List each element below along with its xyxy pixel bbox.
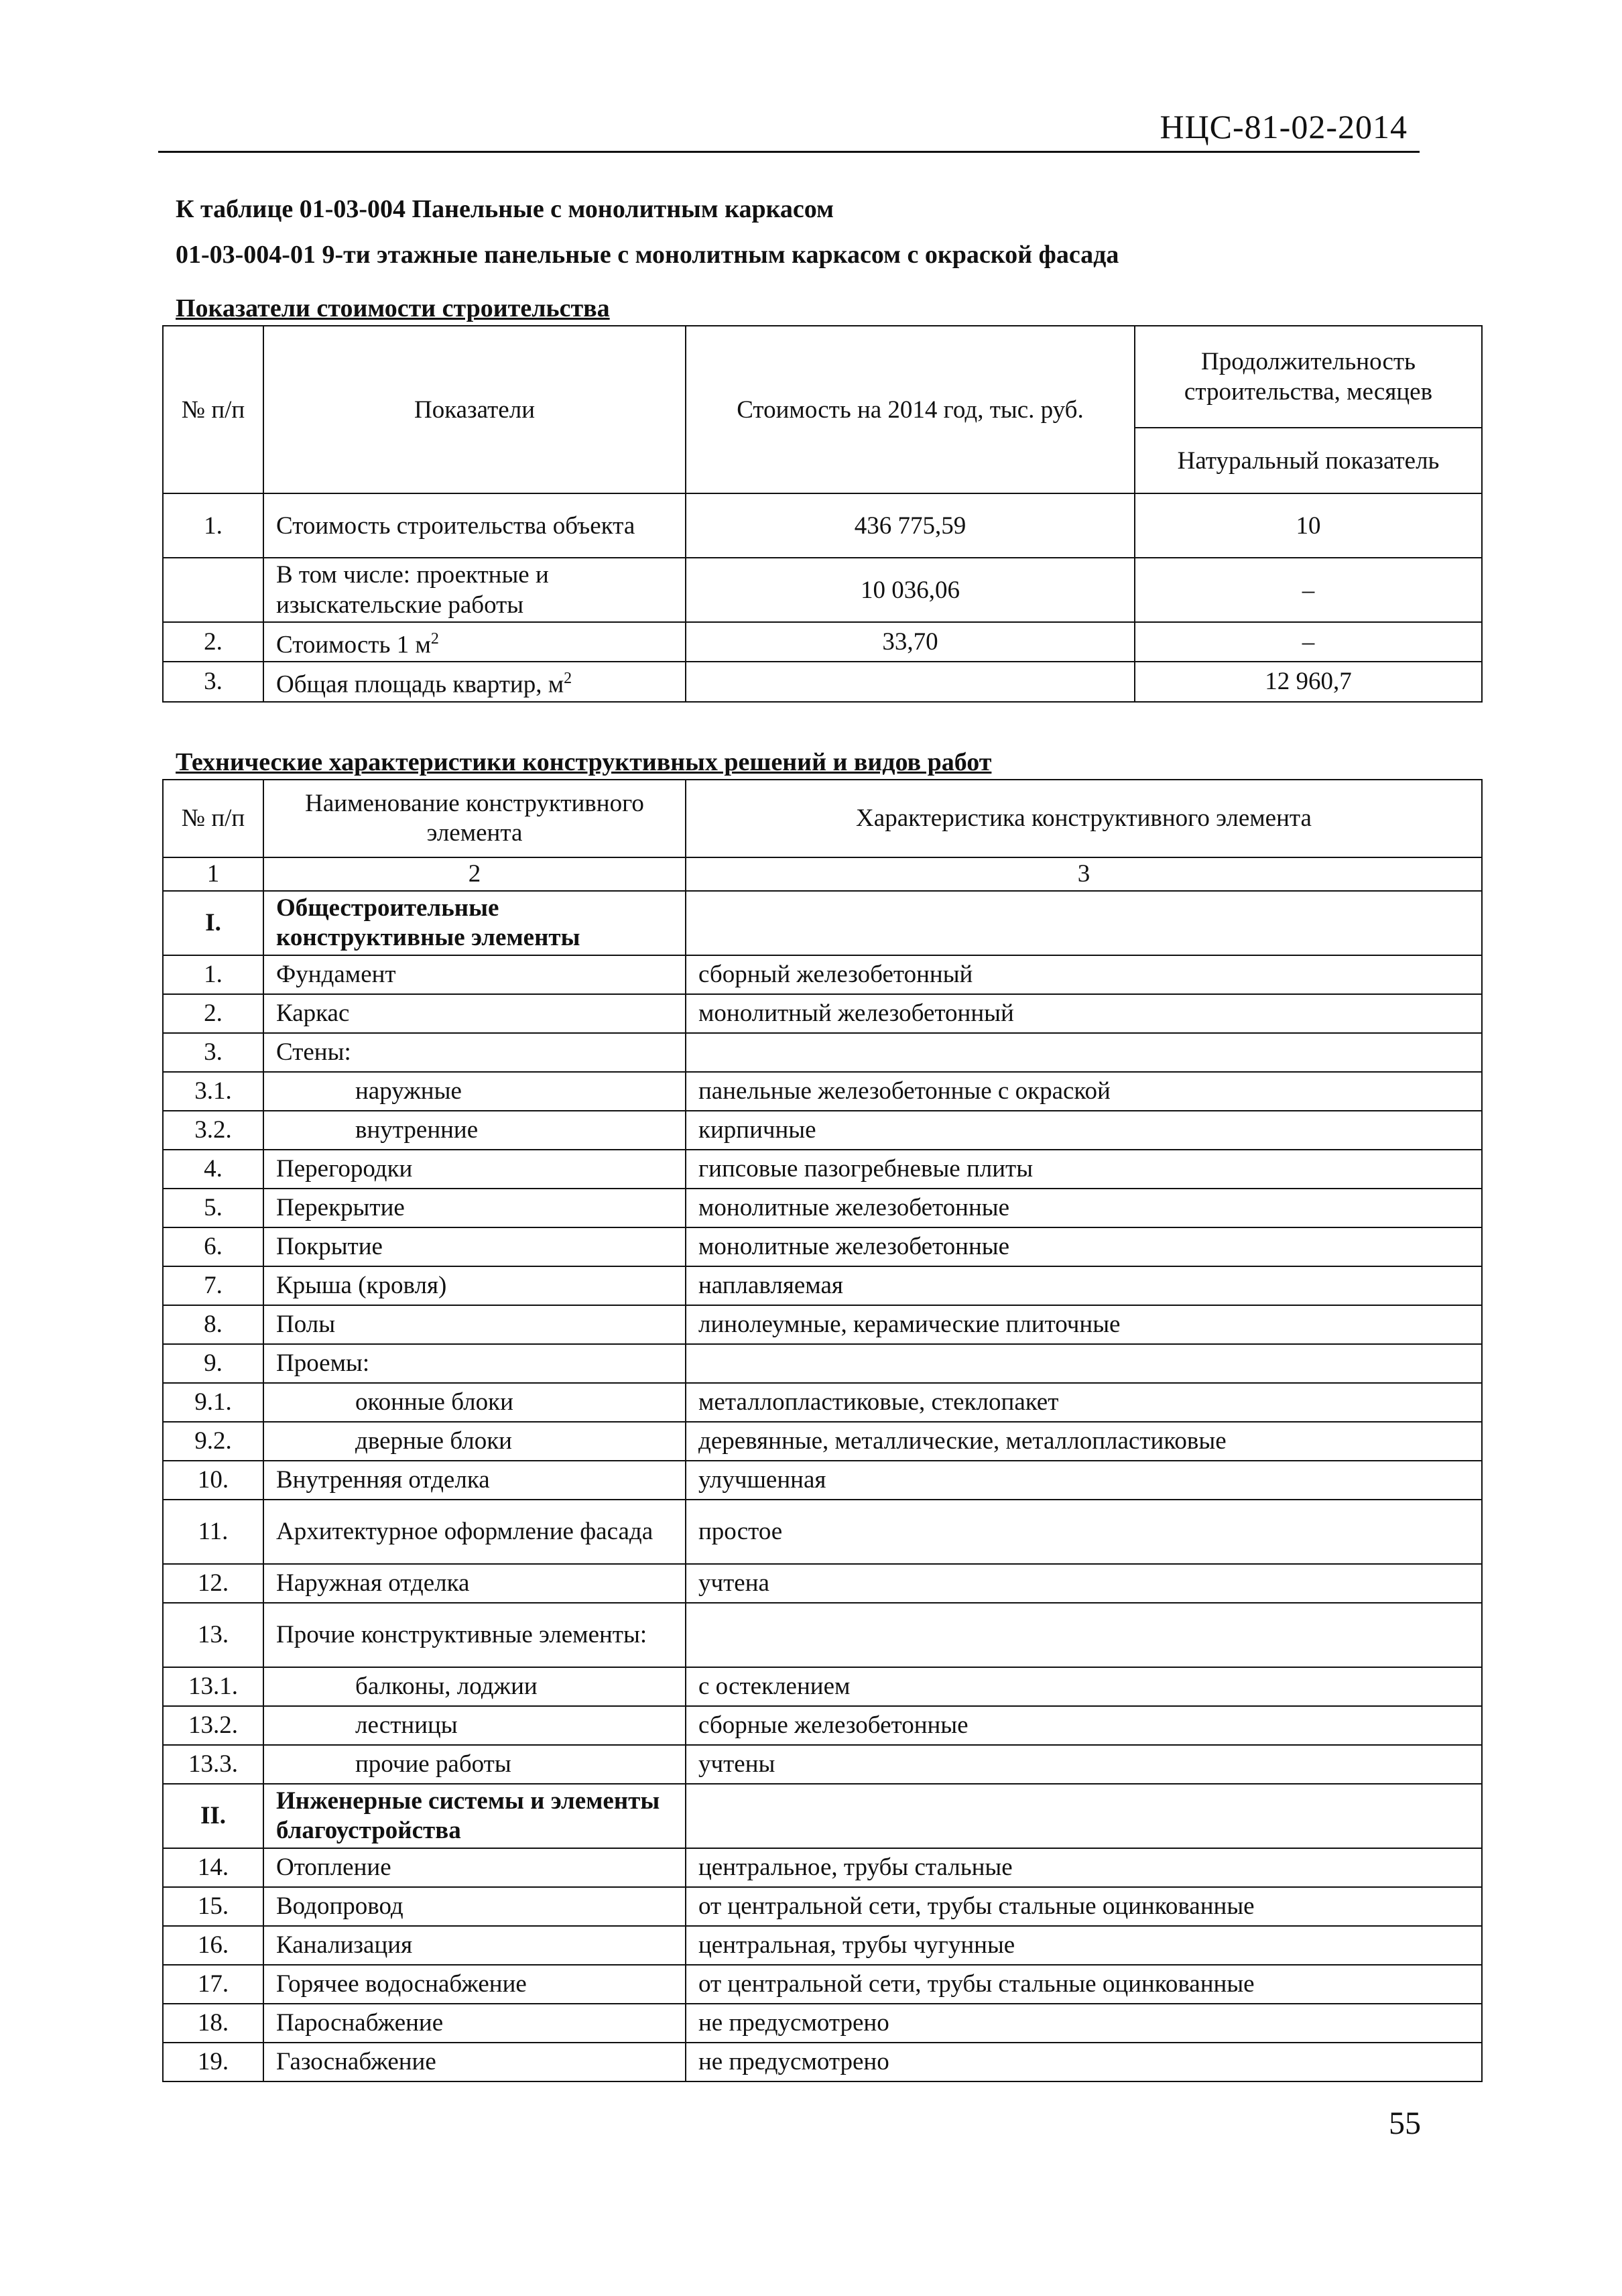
row-characteristic: центральная, трубы чугунные [686, 1926, 1482, 1965]
row-characteristic: металлопластиковые, стеклопакет [686, 1383, 1482, 1422]
cost-row-cost: 436 775,59 [686, 493, 1135, 558]
cost-row-num: 1. [163, 493, 263, 558]
row-element-name: Фундамент [263, 955, 686, 994]
table-row [163, 1383, 1482, 1422]
column-number: 1 [163, 857, 263, 891]
tech-characteristics-table [162, 779, 1483, 2082]
row-element-name: Канализация [263, 1926, 686, 1965]
header-name: Наименование конструктивного элемента [263, 780, 686, 857]
row-characteristic: от центральной сети, трубы стальные оцинкованные [686, 1965, 1482, 2004]
column-number: 2 [263, 857, 686, 891]
row-num: 17. [163, 1965, 263, 2004]
header-num: № п/п [163, 780, 263, 857]
row-element-name: Проемы: [263, 1344, 686, 1383]
cost-row-cost: 33,70 [686, 622, 1135, 662]
row-num: 13.3. [163, 1745, 263, 1784]
row-characteristic: не предусмотрено [686, 2043, 1482, 2081]
cost-row-indicator: Стоимость строительства объекта [263, 493, 686, 558]
table-row [163, 1887, 1482, 1926]
table-row [163, 1706, 1482, 1745]
row-element-name: Инженерные системы и элементы благоустройства [263, 1784, 686, 1848]
header-num: № п/п [163, 326, 263, 493]
cost-row-value: – [1135, 558, 1482, 622]
row-num: 12. [163, 1564, 263, 1603]
row-element-name: Газоснабжение [263, 2043, 686, 2081]
row-element-name: Общестроительные конструктивные элементы [263, 891, 686, 955]
cost-row-indicator: В том числе: проектные и изыскательские работы [263, 558, 686, 622]
table-reference-title: К таблице 01-03-004 Панельные с монолитным каркасом [176, 195, 834, 223]
table-subtitle: 01-03-004-01 9-ти этажные панельные с монолитным каркасом с окраской фасада [176, 241, 1119, 269]
header-natural: Натуральный показатель [1135, 428, 1482, 493]
row-element-name: Наружная отделка [263, 1564, 686, 1603]
row-element-name: Каркас [263, 994, 686, 1033]
table-row [163, 891, 1482, 955]
row-num: 11. [163, 1500, 263, 1564]
row-element-name: Отопление [263, 1848, 686, 1887]
header-characteristic: Характеристика конструктивного элемента [686, 780, 1482, 857]
table-row [163, 1227, 1482, 1266]
row-characteristic: с остеклением [686, 1667, 1482, 1706]
indicator-text: Стоимость 1 м [276, 631, 431, 659]
row-element-name: Пароснабжение [263, 2004, 686, 2043]
header-duration: Продолжительность строительства, месяцев [1135, 326, 1482, 428]
cost-row-value: – [1135, 622, 1482, 662]
row-num: 8. [163, 1305, 263, 1344]
row-num: 6. [163, 1227, 263, 1266]
row-element-name: Крыша (кровля) [263, 1266, 686, 1305]
row-characteristic [686, 891, 1482, 955]
row-element-name: лестницы [263, 1706, 686, 1745]
row-num: 9. [163, 1344, 263, 1383]
row-characteristic: линолеумные, керамические плиточные [686, 1305, 1482, 1344]
row-element-name: Архитектурное оформление фасада [263, 1500, 686, 1564]
row-num: 1. [163, 955, 263, 994]
row-element-name: Водопровод [263, 1887, 686, 1926]
row-characteristic: улучшенная [686, 1461, 1482, 1500]
row-num: 19. [163, 2043, 263, 2081]
row-characteristic [686, 1784, 1482, 1848]
row-characteristic: деревянные, металлические, металлопластиковые [686, 1422, 1482, 1461]
tech-section-heading: Технические характеристики конструктивных решений и видов работ [176, 748, 992, 776]
table-row [163, 1422, 1482, 1461]
document-code: НЦС-81-02-2014 [1160, 108, 1408, 145]
table-row [163, 1461, 1482, 1500]
table-row [163, 1189, 1482, 1227]
row-element-name: Внутренняя отделка [263, 1461, 686, 1500]
row-characteristic: центральное, трубы стальные [686, 1848, 1482, 1887]
row-num: 13. [163, 1603, 263, 1667]
row-characteristic: учтена [686, 1564, 1482, 1603]
superscript: 2 [564, 670, 572, 688]
table-row [163, 955, 1482, 994]
table-row [163, 1926, 1482, 1965]
cost-row-indicator [263, 622, 686, 662]
cost-row-value: 12 960,7 [1135, 662, 1482, 701]
row-num: I. [163, 891, 263, 955]
header-rule [158, 151, 1420, 153]
row-num: 3.1. [163, 1072, 263, 1111]
row-element-name: балконы, лоджии [263, 1667, 686, 1706]
row-characteristic: наплавляемая [686, 1266, 1482, 1305]
table-row [163, 1150, 1482, 1189]
row-characteristic: панельные железобетонные с окраской [686, 1072, 1482, 1111]
row-num: II. [163, 1784, 263, 1848]
table-row [163, 1033, 1482, 1072]
cost-row-num [163, 558, 263, 622]
table-row [163, 1266, 1482, 1305]
row-num: 7. [163, 1266, 263, 1305]
row-element-name: Стены: [263, 1033, 686, 1072]
table-row [163, 1344, 1482, 1383]
table-row [163, 1745, 1482, 1784]
row-num: 15. [163, 1887, 263, 1926]
row-num: 9.2. [163, 1422, 263, 1461]
cost-row-num: 3. [163, 662, 263, 701]
table-row [163, 994, 1482, 1033]
table-row [163, 1564, 1482, 1603]
row-num: 10. [163, 1461, 263, 1500]
cost-row-value: 10 [1135, 493, 1482, 558]
column-number: 3 [686, 857, 1482, 891]
page-number: 55 [1389, 2106, 1421, 2141]
row-num: 9.1. [163, 1383, 263, 1422]
row-characteristic [686, 1033, 1482, 1072]
row-element-name: наружные [263, 1072, 686, 1111]
row-num: 18. [163, 2004, 263, 2043]
row-characteristic: кирпичные [686, 1111, 1482, 1150]
row-characteristic: не предусмотрено [686, 2004, 1482, 2043]
row-characteristic: сборные железобетонные [686, 1706, 1482, 1745]
row-num: 13.1. [163, 1667, 263, 1706]
superscript: 2 [430, 630, 439, 648]
row-characteristic: простое [686, 1500, 1482, 1564]
row-characteristic: монолитные железобетонные [686, 1189, 1482, 1227]
row-element-name: прочие работы [263, 1745, 686, 1784]
cost-row-num: 2. [163, 622, 263, 662]
row-characteristic: учтены [686, 1745, 1482, 1784]
tech-rows [163, 891, 1482, 2081]
header-indicator: Показатели [263, 326, 686, 493]
cost-row-cost: 10 036,06 [686, 558, 1135, 622]
row-element-name: Горячее водоснабжение [263, 1965, 686, 2004]
table-row [163, 1784, 1482, 1848]
row-characteristic: монолитные железобетонные [686, 1227, 1482, 1266]
cost-row-indicator [263, 662, 686, 701]
table-row [163, 2004, 1482, 2043]
row-element-name: Перекрытие [263, 1189, 686, 1227]
row-num: 13.2. [163, 1706, 263, 1745]
table-row [163, 1603, 1482, 1667]
row-characteristic: монолитный железобетонный [686, 994, 1482, 1033]
row-element-name: Покрытие [263, 1227, 686, 1266]
table-row [163, 1072, 1482, 1111]
table-row [163, 1667, 1482, 1706]
row-element-name: дверные блоки [263, 1422, 686, 1461]
table-row [163, 1848, 1482, 1887]
row-characteristic [686, 1344, 1482, 1383]
row-num: 2. [163, 994, 263, 1033]
row-element-name: внутренние [263, 1111, 686, 1150]
table-row [163, 2043, 1482, 2081]
row-characteristic: от центральной сети, трубы стальные оцинкованные [686, 1887, 1482, 1926]
row-num: 3.2. [163, 1111, 263, 1150]
row-num: 5. [163, 1189, 263, 1227]
row-element-name: оконные блоки [263, 1383, 686, 1422]
table-row [163, 1111, 1482, 1150]
cost-indicators-table [162, 325, 1483, 703]
row-num: 14. [163, 1848, 263, 1887]
table-row [163, 1965, 1482, 2004]
row-num: 3. [163, 1033, 263, 1072]
cost-row-cost [686, 662, 1135, 701]
header-cost: Стоимость на 2014 год, тыс. руб. [686, 326, 1135, 493]
row-num: 4. [163, 1150, 263, 1189]
row-characteristic: сборный железобетонный [686, 955, 1482, 994]
cost-section-heading: Показатели стоимости строительства [176, 294, 610, 322]
row-element-name: Полы [263, 1305, 686, 1344]
row-characteristic: гипсовые пазогребневые плиты [686, 1150, 1482, 1189]
table-row [163, 1500, 1482, 1564]
row-characteristic [686, 1603, 1482, 1667]
table-row [163, 1305, 1482, 1344]
row-num: 16. [163, 1926, 263, 1965]
row-element-name: Перегородки [263, 1150, 686, 1189]
indicator-text: Общая площадь квартир, м [276, 670, 564, 699]
row-element-name: Прочие конструктивные элементы: [263, 1603, 686, 1667]
